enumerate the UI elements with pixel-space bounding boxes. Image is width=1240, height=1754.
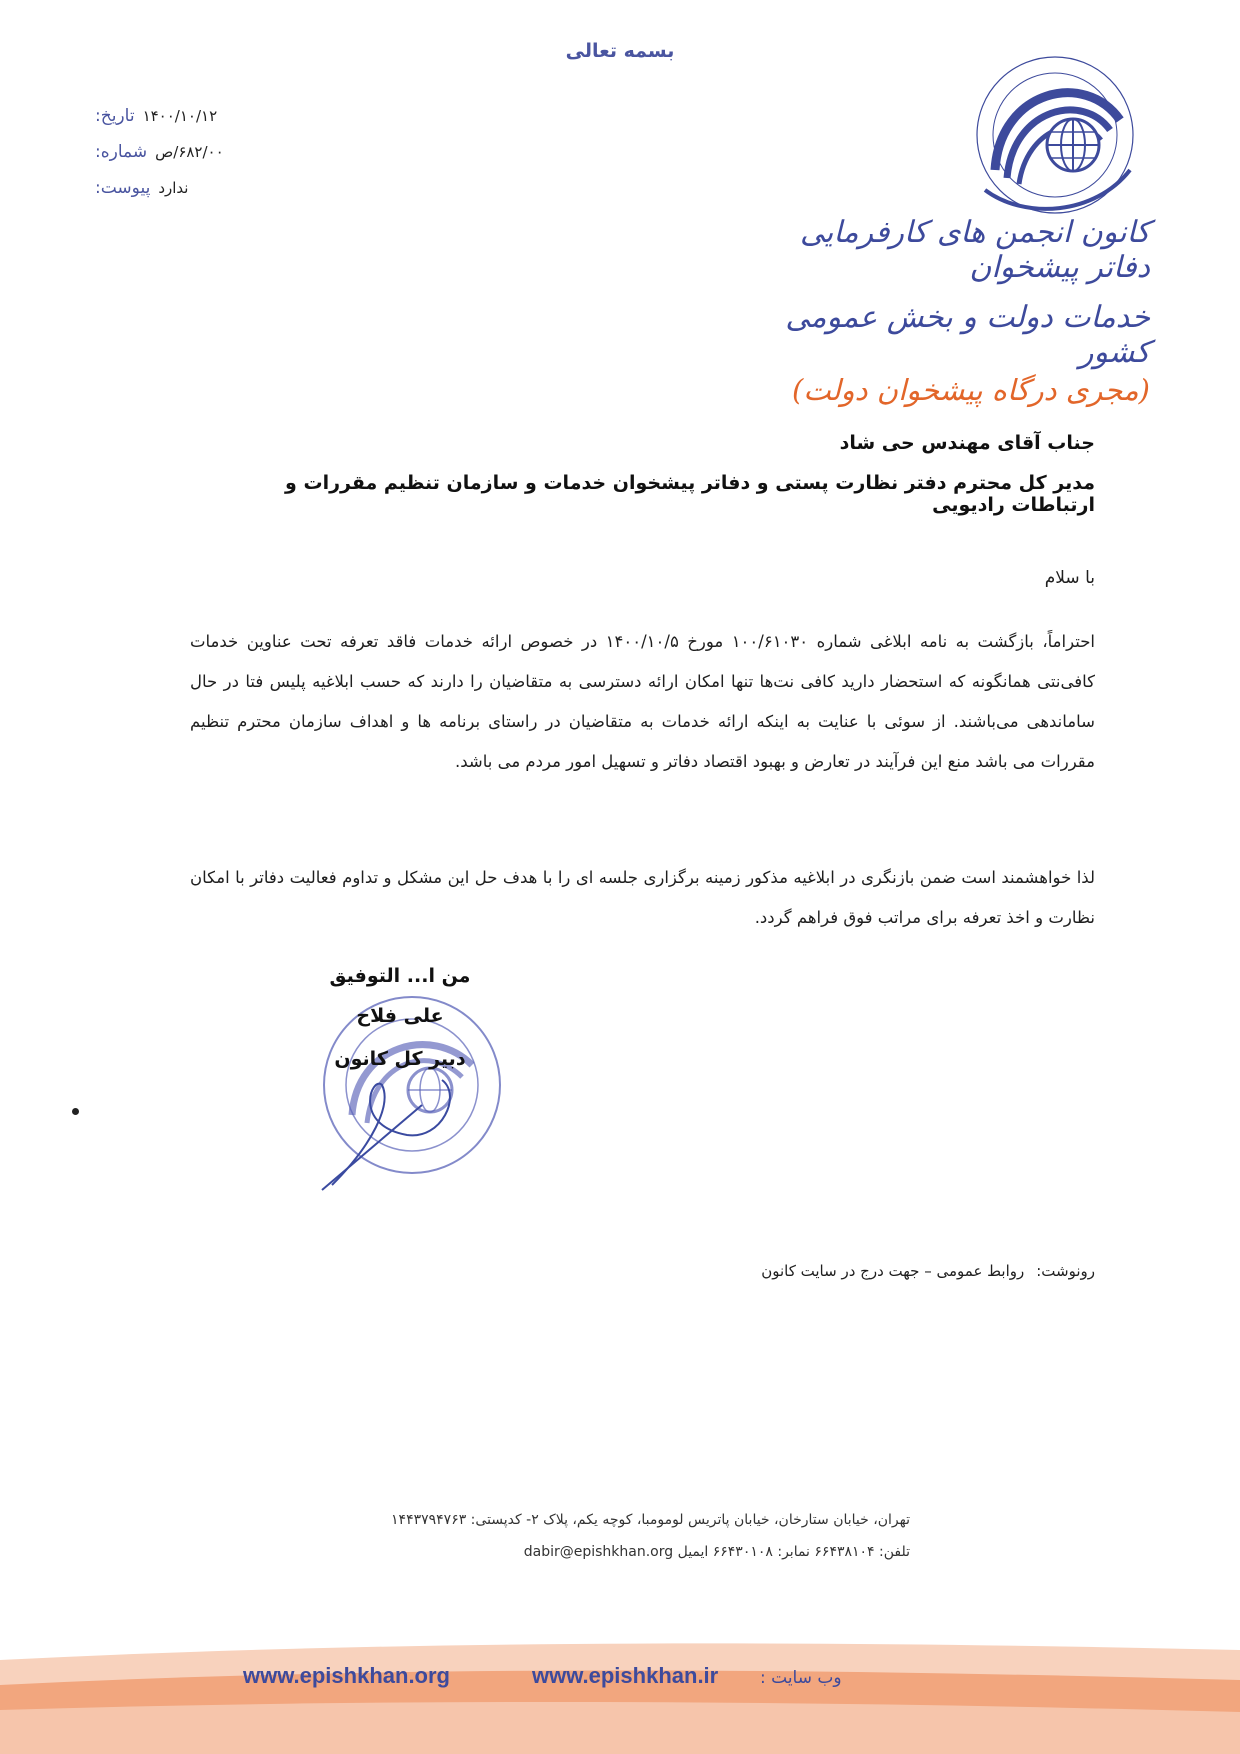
website-link-ir[interactable]: www.epishkhan.ir (532, 1663, 719, 1688)
date-row (95, 98, 240, 134)
globe-icon (955, 50, 1150, 225)
body-paragraph-2: لذا خواهشمند است ضمن بازنگری در ابلاغیه مذکور زمینه برگزاری جلسه ای را با هدف حل این مشکل و تداوم فعالیت دفاتر با امکان نظارت و اخذ تعرفه برای مراتب فوق فراهم گردد. (190, 868, 1095, 927)
letter-meta (95, 98, 240, 206)
body-paragraph-1: احتراماً، بازگشت به نامه ابلاغی شماره ۱۰۰/۶۱۰۳۰ مورخ ۱۴۰۰/۱۰/۵ در خصوص ارائه خدمات فاقد تعرفه تحت عناوین خدمات کافی‌نتی همانگونه که استحضار دارید کافی نت‌ها تنها امکان ارائه دسترسی به متقاضیان را دارند که حسب ابلاغیه پلیس فتا در حال ساماندهی می‌باشند. از سوئی با عنایت به اینکه ارائه خدمات به متقاضیان در راستای برنامه ها و اهداف سازمان محترم تنظیم مقررات می باشد منع این فرآیند در تعارض و بهبود اقتصاد دفاتر و تسهیل امور مردم می باشد. (190, 632, 1095, 771)
cc-value: روابط عمومی – جهت درج در سایت کانون (761, 1262, 1025, 1280)
cc-label: رونوشت: (1036, 1262, 1095, 1280)
footer-band (0, 1640, 1240, 1754)
signatory-name: علی فلاح (356, 1005, 444, 1027)
date-label: تاریخ: (95, 106, 135, 126)
organization-name-line2: خدمات دولت و بخش عمومی کشور (785, 300, 1150, 370)
attachment-value: ندارد (158, 179, 189, 197)
organization-logo (955, 50, 1150, 225)
greeting: با سلام (1044, 568, 1095, 588)
attachment-label: پیوست: (95, 178, 151, 198)
signature-closing: من ا... التوفیق (329, 965, 471, 987)
attachment-row (95, 170, 240, 206)
footer-address: تهران، خیابان ستارخان، خیابان پاتریس لومومبا، کوچه یکم، پلاک ۲- کدپستی: ۱۴۴۳۷۹۴۷۶۳ (391, 1512, 910, 1528)
cc-line (761, 1262, 1095, 1280)
date-value: ۱۴۰۰/۱۰/۱۲ (142, 107, 218, 125)
number-row (95, 134, 240, 170)
signatory-title: دبیر کل کانون (334, 1048, 466, 1070)
number-label: شماره: (95, 142, 148, 162)
recipient-title: مدیر کل محترم دفتر نظارت پستی و دفاتر پیشخوان خدمات و سازمان تنظیم مقررات و ارتباطات رادیویی (285, 472, 1095, 516)
number-value: ۶۸۲/۰۰/ص (155, 143, 224, 161)
basmala-heading: بسمه تعالی (565, 40, 675, 62)
ink-dot (72, 1108, 79, 1115)
organization-name-line1: کانون انجمن های کارفرمایی دفاتر پیشخوان (800, 215, 1150, 285)
website-link-org[interactable]: www.epishkhan.org (243, 1663, 450, 1688)
recipient-name: جناب آقای مهندس حی شاد (839, 432, 1095, 454)
footer-contact: تلفن: ۶۶۴۳۸۱۰۴ نمابر: ۶۶۴۳۰۱۰۸ ایمیل dabir@epishkhan.org (523, 1544, 910, 1560)
organization-name-line3: (مجری درگاه پیشخوان دولت) (792, 373, 1150, 407)
website-label: وب سایت : (760, 1668, 842, 1688)
